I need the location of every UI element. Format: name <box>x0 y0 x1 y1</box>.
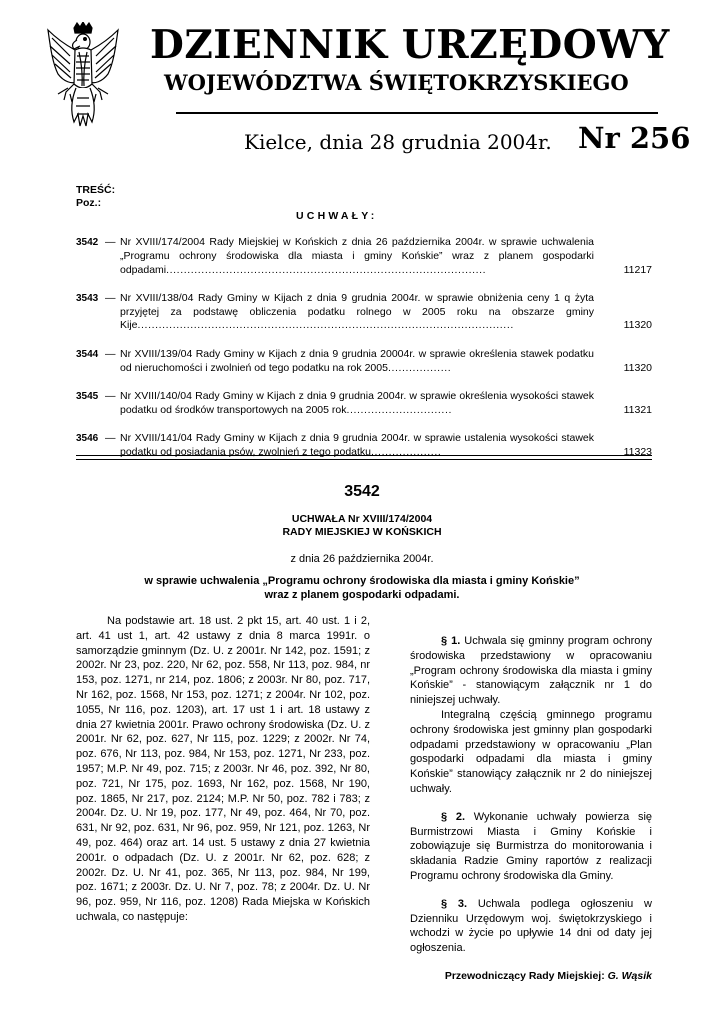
document-subject <box>0 574 724 602</box>
signature-name: G. Wąsik <box>607 969 652 982</box>
toc-entry-dash: — <box>105 236 116 248</box>
toc-leader-dots: .............................. <box>346 403 452 416</box>
toc-entry-number: 3546 <box>76 432 99 444</box>
toc-entry-dash: — <box>105 431 116 444</box>
section-1 <box>410 634 652 708</box>
journal-title: DZIENNIK URZĘDOWY <box>150 22 670 68</box>
section-label: § 3. <box>441 897 468 910</box>
preamble-text: Na podstawie art. 18 ust. 2 pkt 15, art. 40 ust. 1 i 2, art. 41 ust 1, art. 42 ustawy z dnia 8 marca 1991r. o samorządzie gminnym (Dz. U. z 2001r. Nr 142, poz. 1591; z 2002r. Nr 23, poz. 220, Nr 62, poz. 558, Nr 113, poz. 984, nr 153, poz. 1271, nr 214, poz. 1806; z 2003r. Nr 80, poz. 717, Nr 162, poz. 1568, Nr 153, poz. 1271; z 2004r. Nr 102, poz. 1055, Nr 116, poz. 1203), art. 17 ust 1 i art. 18 ustawy z dnia 27 kwietnia 2001r. Prawo ochrony środowiska (Dz. U. z 2001r. Nr 62, poz. 627, Nr 115, poz. 1229; z 2002r. Nr 74, poz. 676, Nr 113, poz. 984, Nr 153, poz. 1271, Nr 233, poz. 1957; M.P. Nr 49, poz. 715; z 2003r. Nr 46, poz. 392, Nr 80, poz. 721, Nr 175, poz. 1693, Nr 162, poz. 1568, Nr 190, poz. 1865, Nr 217, poz. 2124; M.P. Nr 50, poz. 782 i 783; z 2004r. Dz. U. Nr 19, poz. 177, Nr 49, poz. 464, Nr 70, poz. 631, Nr 92, poz. 631, Nr 96, poz. 959, Nr 121, poz. 1263, Nr 49, poz. 464) oraz art. 14 ust. 5 ustawy z dnia 27 kwietnia 2001r. o odpadach (Dz. U. z 2001r. Nr 62, poz. 628; z 2002r. Dz. U. Nr 41, poz. 365, Nr 113, poz. 984, Nr 199, poz. 1671; z 2003r. Dz. U. Nr 7, poz. 78; z 2004r. Dz. U. Nr 96, poz. 959, Nr 116, poz. 1208) Rada Miejska w Końskich uchwala, co następuje: <box>76 615 370 923</box>
toc-entry-dash: — <box>105 389 116 402</box>
toc-entry-page: 11323 <box>623 445 652 458</box>
position-label: Poz.: <box>76 197 102 209</box>
section-label: § 1. <box>441 635 461 647</box>
toc-entry-page: 11320 <box>623 319 652 332</box>
toc-entry-dash: — <box>105 347 116 360</box>
document-heading <box>0 513 724 539</box>
section-2 <box>410 810 652 884</box>
toc-entry-page: 11217 <box>623 263 652 276</box>
section-text: Wykonanie uchwały powierza się Burmistrzowi Miasta i Gminy Końskie i zobowiązuje się Burmistrza do monitorowania i składania Radzie Gminy raportów z realizacji Programu ochrony środowiska dla Gminy. <box>410 810 653 882</box>
contents-section-title: UCHWAŁY: <box>296 210 378 222</box>
section-divider <box>76 455 652 460</box>
toc-entry-title: Nr XVIII/138/04 Rady Gminy w Kijach z dnia 9 grudnia 2004r. w sprawie obniżenia ceny 1 q żyta przyjętej za podstawę obliczenia podatku rolnego w 2005 roku na obszarze gminy Kije <box>120 291 594 332</box>
toc-entry-dash: — <box>105 291 116 304</box>
subject-line: wraz z planem gospodarki odpadami. <box>264 589 460 601</box>
contents-label: TREŚĆ: <box>76 184 116 196</box>
section-text: Uchwala podlega ogłoszeniu w Dzienniku Urzędowym woj. świętokrzyskiego i wchodzi w życie po upływie 14 dni od daty jej ogłoszenia. <box>410 897 652 955</box>
issuing-council: RADY MIEJSKIEJ W KOŃSKICH <box>282 526 442 538</box>
toc-entry-title: Nr XVIII/140/04 Rady Gminy w Kijach z dnia 9 grudnia 2004r. w sprawie określenia wysokości stawek podatku od środków transportowych na 2005 rok <box>120 389 594 416</box>
toc-entry-title: Nr XVIII/141/04 Rady Gminy w Kijach z dnia 9 grudnia 2004r. w sprawie ustalenia wysokości stawek podatku od posiadania psów, zwolnień z tego podatku <box>120 431 594 458</box>
issue-date: Kielce, dnia 28 grudnia 2004r. <box>244 130 552 154</box>
document-date: z dnia 26 października 2004r. <box>290 553 434 565</box>
section-3 <box>410 897 652 956</box>
toc-leader-dots: .................. <box>387 361 452 374</box>
toc-entry-title: Nr XVIII/174/2004 Rady Miejskiej w Końskich z dnia 26 października 2004r. w sprawie uchwalenia „Programu ochrony środowiska dla miasta i gminy Końskie” wraz z planem gospodarki odpadami <box>120 236 594 276</box>
masthead-rule <box>176 112 658 114</box>
section-1-paragraph-2: Integralną częścią gminnego programu ochrony środowiska jest gminny plan gospodarki odpadami przedstawiony w opracowaniu „Plan gospodarki odpadami dla miasta i gminy Końskie” stanowiący załącznik nr 2 do niniejszej uchwały. <box>410 708 652 795</box>
journal-subtitle: WOJEWÓDZTWA ŚWIĘTOKRZYSKIEGO <box>164 70 629 95</box>
toc-leader-dots: .................... <box>371 445 442 458</box>
toc-entry-number: 3545 <box>76 390 99 402</box>
signature-role: Przewodniczący Rady Miejskiej: <box>444 969 605 982</box>
toc-entry-number: 3542 <box>76 237 99 248</box>
toc-entry[interactable] <box>76 348 652 376</box>
crowned-eagle-icon <box>44 22 122 132</box>
section-label: § 2. <box>441 810 466 823</box>
toc-leader-dots: ........................................................................................................... <box>137 319 514 332</box>
toc-entry-title: Nr XVIII/139/04 Rady Gminy w Kijach z dnia 9 grudnia 20004r. w sprawie określenia stawek podatku od nieruchomości i zwolnień od tego podatku na rok 2005 <box>120 347 594 374</box>
table-of-contents <box>76 236 652 474</box>
toc-entry-number: 3543 <box>76 292 99 304</box>
toc-leader-dots: ........................................................................................... <box>166 263 487 276</box>
document-number: 3542 <box>344 483 380 500</box>
signature <box>410 969 652 984</box>
toc-entry[interactable] <box>76 390 652 418</box>
masthead <box>0 0 724 165</box>
toc-entry-page: 11321 <box>623 403 652 416</box>
section-text: Uchwala się gminny program ochrony środowiska przedstawiony w opracowaniu „Program ochrony środowiska dla miasta i gminy Końskie” - stanowiącym załącznik nr 1 do niniejszej uchwały. <box>410 635 652 707</box>
issue-number: Nr 256 <box>578 121 691 155</box>
subject-line: w sprawie uchwalenia „Programu ochrony środowiska dla miasta i gminy Końskie” <box>144 575 580 587</box>
contents-heading <box>76 184 115 210</box>
toc-entry-page: 11320 <box>623 361 652 374</box>
toc-entry[interactable] <box>76 292 652 333</box>
toc-entry-number: 3544 <box>76 348 99 360</box>
resolution-body <box>410 634 652 984</box>
resolution-number: UCHWAŁA Nr XVIII/174/2004 <box>291 513 433 525</box>
toc-entry[interactable] <box>76 236 652 277</box>
